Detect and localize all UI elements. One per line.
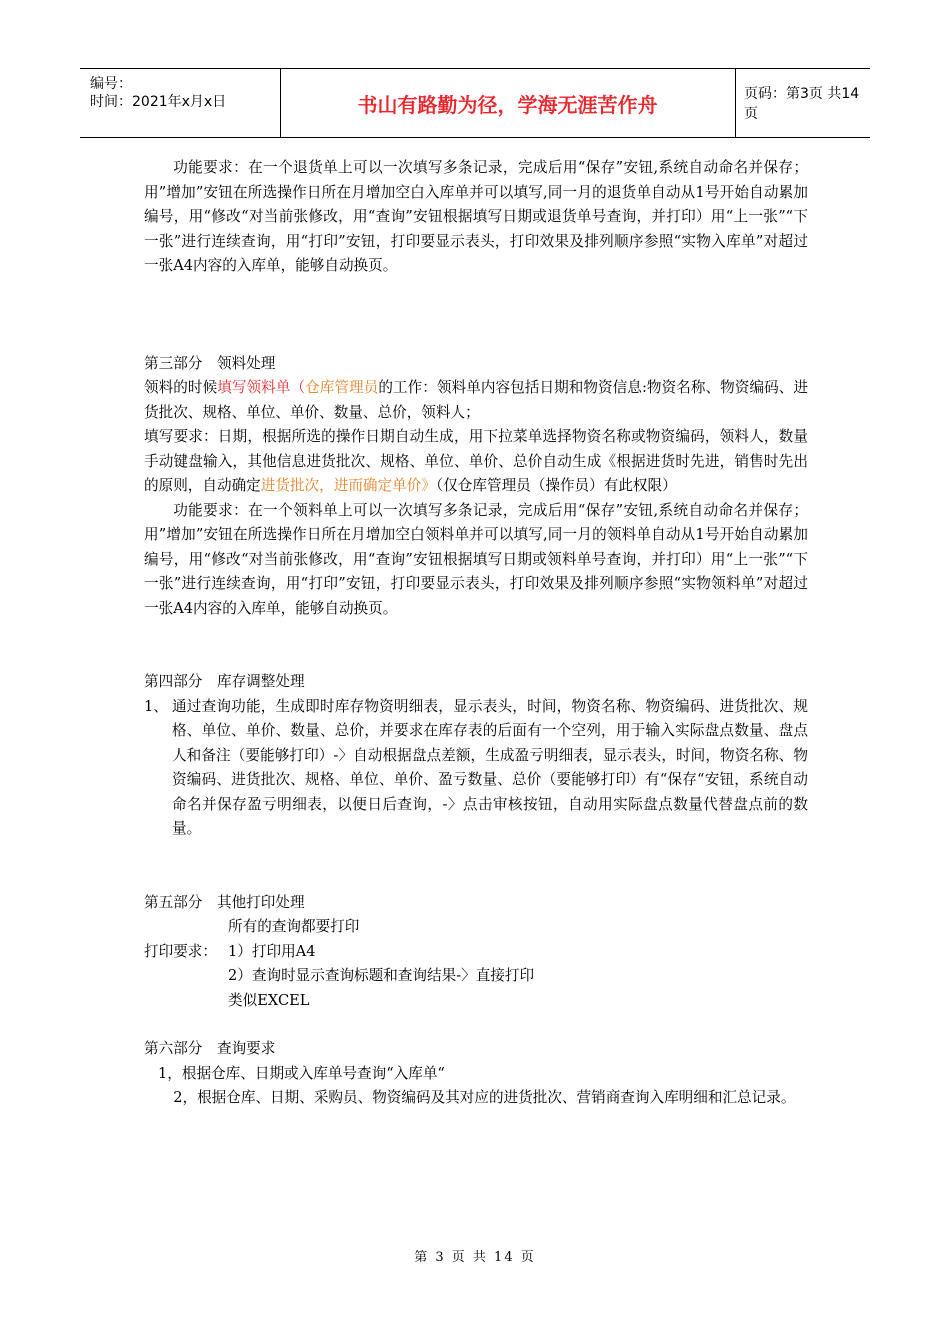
list-item-number: 1、 (144, 697, 168, 715)
document-body (144, 156, 808, 1111)
section-5-line-1: 所有的查询都要打印 (228, 918, 360, 935)
print-requirements-label: 打印要求： (144, 942, 217, 960)
list-item-text: 通过查询功能，生成即时库存物资明细表，显示表头，时间，物资名称、物资编码、进货批次、规格、单位、单价、数量、总价，并要求在库存表的后面有一个空列，用于输入实际盘点数量、盘点人和备注（要能够打印）-〉自动根据盘点差额，生成盈亏明细表，显示表头，时间，物资名称、物资编码、进货批次、规格、单位、单价、盈亏数量、总价（要能够打印）有“保存“安钮，系统自动命名并保存盈亏明细表，以便日后查询，-〉点击审核按钮，自动用实际盘点数量代替盘点前的数量。 (172, 697, 808, 837)
print-requirements-row (144, 940, 808, 965)
section-3-intro-text-2: 的工作：领料单内容包括日期和物资信息:物资名称、物资编码、进货批次、规格、单位、单价、数量、总价，领料人； (144, 379, 808, 421)
section-4-list-item (144, 695, 808, 842)
batch-price-highlight: 进货批次，进而确定单价》 (260, 477, 436, 494)
section-3-intro-text-1: 领料的时候 (144, 379, 218, 396)
section-3-title: 第三部分 领料处理 (144, 354, 276, 372)
warehouse-manager-highlight: 仓库管理员 (305, 379, 379, 396)
page-footer: 第 3 页 共 14 页 (414, 1250, 536, 1265)
return-order-requirements: 功能要求：在一个退货单上可以一次填写多条记录，完成后用“保存”安钮,系统自动命名并保存；用”增加”安钮在所选操作日所在月增加空白入库单并可以填写,同一月的退货单自动从1号开始自动累加编号，用“修改“对当前张修改，用“查询”安钮根据填写日期或退货单号查询，并打印）用“上一张”“下一张”进行连续查询，用“打印”安钮，打印要显示表头，打印效果及排列顺序参照“实物入库单”对超过一张A4内容的入库单，能够自动换页。 (144, 159, 808, 274)
section-4-title: 第四部分 库存调整处理 (144, 673, 305, 690)
document-number-label: 编号： (90, 76, 132, 92)
header-page-number: 页码：第3页 共14页 (744, 86, 860, 122)
section-3-fill-text-2: （仅仓库管理员（操作员）有此权限） (435, 477, 677, 494)
section-6-title: 第六部分 查询要求 (144, 1040, 276, 1057)
document-time-label: 时间：2021年x月x日 (90, 94, 227, 110)
query-requirement-2: 2，根据仓库、日期、采购员、物资编码及其对应的进货批次、营销商查询入库明细和汇总记录。 (173, 1089, 796, 1106)
print-requirement-1: 1）打印用A4 (228, 942, 316, 960)
section-3-function-requirements: 功能要求：在一个领料单上可以一次填写多条记录，完成后用“保存”安钮,系统自动命名并保存；用”增加”安钮在所选操作日所在月增加空白领料单并可以填写,同一月的领料单自动从1号开始自动累加编号，用“修改“对当前张修改，用“查询”安钮根据填写日期或领料单号查询，并打印）用“上一张”“下一张”进行连续查询，用“打印”安钮，打印要显示表头，打印效果及排列顺序参照“实物领料单”对超过一张A4内容的入库单，能够自动换页。 (144, 501, 808, 617)
section-5-title: 第五部分 其他打印处理 (144, 893, 305, 911)
fill-requisition-highlight: 填写领料单（ (217, 379, 306, 396)
print-requirement-2: 2）查询时显示查询标题和查询结果-〉直接打印 (228, 967, 535, 984)
section-3-fill-requirements (144, 425, 808, 499)
header-motto: 书山有路勤为径，学海无涯苦作舟 (280, 69, 736, 137)
print-requirement-3: 类似EXCEL (228, 991, 310, 1009)
header-info-cell (80, 69, 281, 137)
header-page-cell (736, 69, 870, 137)
page-header (80, 68, 870, 138)
query-requirement-1: 1，根据仓库、日期或入库单号查询“入库单“ (158, 1064, 445, 1082)
section-3-fill-text-1: 填写要求：日期，根据所选的操作日期自动生成，用下拉菜单选择物资名称或物资编码，领料人，数量手动键盘输入，其他信息进货批次、规格、单位、单价、总价自动生成《根据进货时先进，销售时先出的原则，自动确定 (144, 428, 808, 494)
section-3-intro (144, 376, 808, 425)
